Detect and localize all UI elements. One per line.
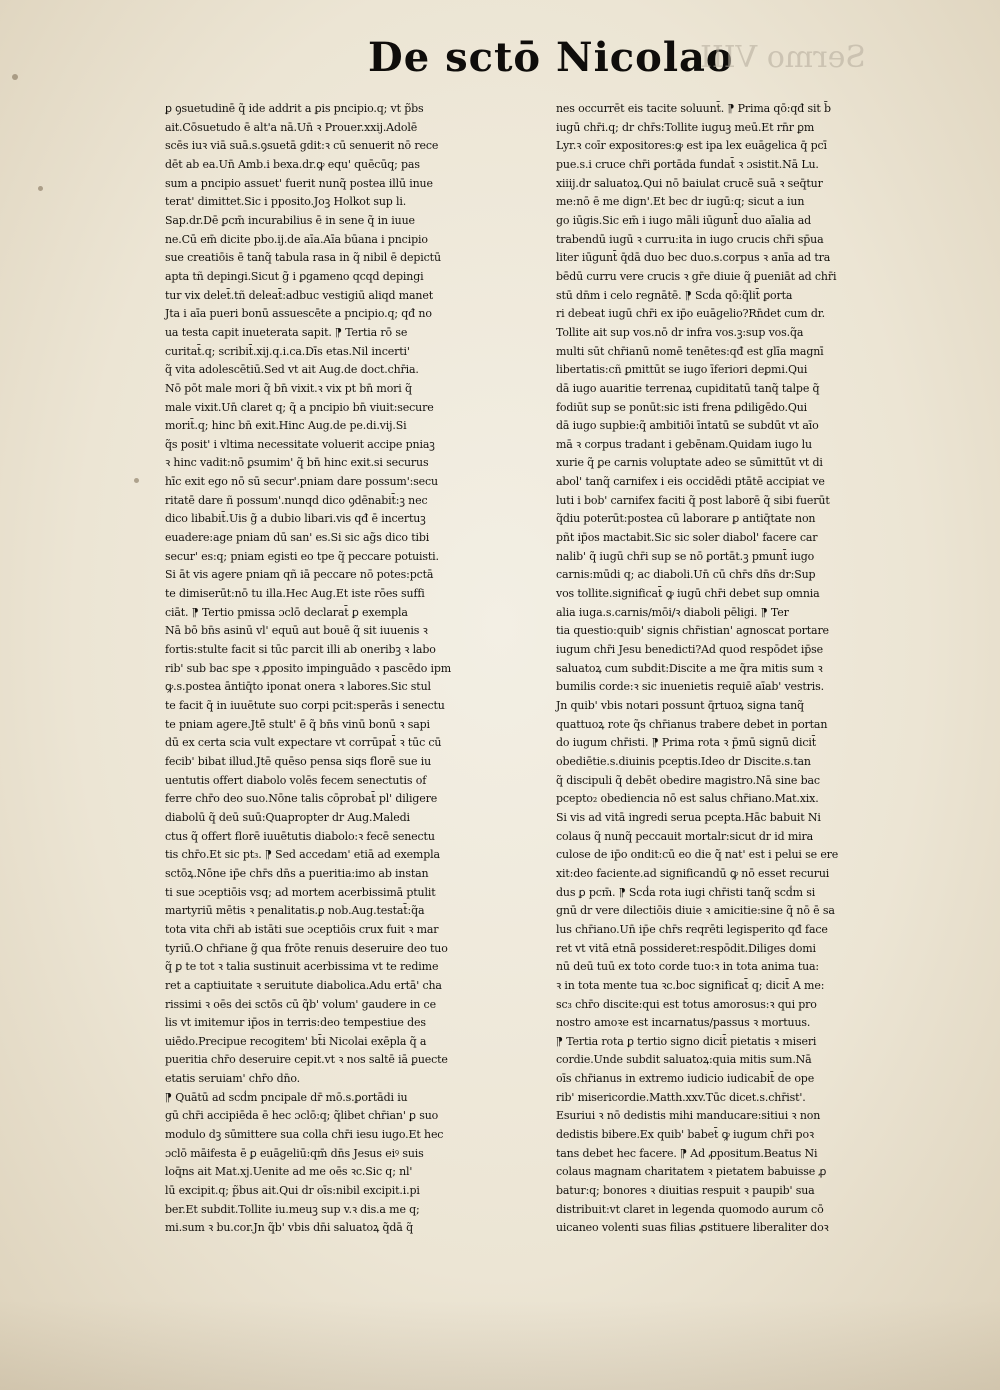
text-line: ⁋ Tertia rota ꝑ tertio signo dicit̄ pietatis ꝛ miseri [556, 1034, 817, 1048]
text-line: multi sūt chr̄ianū nomē tenētes:qđ est glīa magnī [556, 344, 824, 358]
text-line: dū ex certa scia vult expectare vt corrūpat̄ ꝛ tūc cū [165, 736, 442, 750]
text-line: colaus magnam charitatem ꝛ pietatem babuisse ꝓ [556, 1165, 827, 1179]
text-line: ne.Cū em̄ dicite pbo.ij.de aīa.Aīa būana i pncipio [165, 232, 428, 246]
text-line: xiiij.dr saluatoꝝ.Qui nō baiulat crucē suā ꝛ seq̄tur [556, 176, 823, 190]
text-line: sctōꝝ.Nōne ip̄e chr̄s dn̄s a pueritia:imo ab instan [165, 866, 429, 880]
text-line: sum a pncipio assuet' fuerit nunq̃ postea illū inue [165, 176, 433, 190]
text-line: ꝙ.s.postea āntiq̄to iponat onera ꝛ labores.Sic stul [165, 680, 431, 694]
text-line: ɔclō māifesta ē ꝑ euāgeliū:qm̄ dn̄s Jesus eiꝰ suis [165, 1146, 424, 1160]
text-line: ret a captiuitate ꝛ seruitute diabolica.Adu ertā' cha [165, 978, 442, 992]
text-line: culose de ip̄o ondit:cū eo die q̃ nat' est i pelui se ere [556, 848, 839, 862]
text-line: stū dn̄m i celo regnātē. ⁋ Scḋa qō:q̃lit̄ ꝑorta [556, 288, 793, 302]
text-line: carnis:mūdi q; ac diaboli.Un̄ cū chr̄s dn̄s dr:Sup [556, 568, 816, 582]
text-line: terat' dimittet.Sic i pposito.Joꝫ Holkot sup li. [165, 195, 407, 209]
right-text-column [556, 100, 941, 1235]
text-line: euadere:age pniam dū san' es.Si sic ag̃s dico tibi [165, 531, 430, 545]
text-line: trabendū iugū ꝛ curru:ita in iugo crucis chr̄i sp̄ua [556, 232, 824, 246]
text-line: tur vix delet̄.tñ deleat̄:adbuc vestigiū aliqd manet [165, 288, 433, 302]
text-line: dā iugo supbie:q̃ ambitiōi īntatū se subdūt vt aīo [556, 419, 819, 433]
text-line: mi.sum ꝛ bu.cor.Jn q̃b' vbis dn̄i saluatoꝝ q̃dā q̃ [165, 1221, 413, 1235]
text-line: modulo dꝫ sūmittere sua colla chr̄i iesu iugo.Et hec [165, 1128, 444, 1142]
text-line: oīs chr̄ianus in extremo iudicio iudicabit̄ de ope [556, 1072, 815, 1086]
text-line: pue.s.i cruce chr̄i ꝑortāda fundat̄ ꝛ ɔsistit.Nā Lu. [556, 157, 819, 171]
text-line: ꝑ ꝯsuetudinē q̃ ide addrit a ꝑis pncipio.q; vt p̃bs [165, 102, 424, 115]
text-line: abol' tanq̃ carnifex i eis occidēdi ptātē accipiat ve [556, 475, 825, 489]
text-line: sue creatiōis ē tanq̃ tabula rasa in q̃ nibil ē depictū [165, 251, 441, 265]
text-line: pñt ip̄os mactabit.Sic sic soler diabol' facere car [556, 531, 818, 545]
text-line: nes occurrēt eis tacite soluunt̄. ⁋ Prima qō:qđ sit b̄ [556, 102, 831, 115]
text-line: scēs iuꝛ viā suā.s.ꝯsuetā gdit:ꝛ cū senuerit nō rece [165, 139, 439, 153]
text-line: gū chr̄i accipiēda ē hec ɔclō:q; q̃libet chr̄ian' ꝑ suo [165, 1109, 439, 1123]
text-line: fecib' bibat illud.Jtē quēso pensa siqs florē sue iu [165, 754, 432, 768]
text-line: diabolū q̃ deū suū:Quapropter dr Aug.Maledi [165, 810, 410, 824]
text-line: q̃diu poterūt:postea cū laborare ꝑ antiq̄tate non [556, 512, 816, 526]
text-line: libertatis:cñ ꝑmittūt se iugo īferiori deꝑmi.Qui [556, 363, 808, 377]
text-line: ua testa capit inueterata sapit. ⁋ Tertia rō se [165, 325, 408, 339]
text-line: xurie q̃ ꝑe carnis voluptate adeo se sūmittūt vt di [556, 456, 823, 470]
text-line: tans debet hec facere. ⁋ Ad ꝓpositum.Beatus Ni [556, 1146, 818, 1160]
text-line: iugū chr̄i.q; dr chr̄s:Tollite iuguꝫ meū.Et rn̄r ꝑm [556, 120, 815, 134]
text-line: lis vt imitemur ip̄os in terris:deo tempestiue des [165, 1016, 426, 1030]
text-line: nostro amoꝛe est incarnatus/passus ꝛ mortuus. [556, 1016, 811, 1030]
text-line: tis chr̄o.Et sic pt₃. ⁋ Sed accedam' etiā ad exempla [165, 848, 440, 862]
text-line: tyriū.O chr̄iane g̃ qua frōte renuis deseruire deo tuo [165, 941, 448, 955]
text-line: Jn quib' vbis notari possunt q̄rtuoꝝ signa tanq̃ [556, 699, 804, 712]
text-line: ⁋ Quātū ad scḋm pncipale dr̄ mō.s.ꝑortādi iu [165, 1090, 408, 1104]
text-line: loq̄ns ait Mat.xj.Uenite ad me oēs ꝛc.Sic q; nl' [165, 1165, 413, 1179]
text-line: dā iugo auaritie terrenaꝝ cupiditatū tanq̃ talpe q̃ [556, 381, 820, 395]
text-line: ritatē dare ñ possum'.nunqd dico ꝯdēnabit̄:ꝫ nec [165, 493, 428, 507]
text-line: luti i bob' carnifex faciti q̃ post laborē q̃ sibi fuerūt [556, 493, 830, 507]
text-line: ꝛ hinc vadit:nō ꝑsumim' q̃ bn̄ hinc exit.si securus [165, 456, 429, 470]
text-line: male vixit.Un̄ claret q; q̃ a pncipio bn̄ viuit:secure [165, 400, 434, 414]
page-shadow [0, 1300, 1000, 1390]
text-line: hīc exit ego nō sū secur'.pniam dare possum':secu [165, 475, 438, 489]
text-line: tia questio:quib' signis chr̄istian' agnoscat portare [556, 624, 829, 638]
text-line: me:nō ē me dign'.Et bec dr iugū:q; sicut a iun [556, 195, 805, 209]
text-line: dico libabit̄.Uis g̃ a dubio libari.vis qđ ē incertuꝫ [165, 512, 426, 526]
text-line: lū excipit.q; p̃bus ait.Qui dr oīs:nibil excipit.i.pi [165, 1184, 420, 1198]
text-line: quattuoꝝ rote q̃s chr̄ianus trabere debet in portan [556, 717, 828, 731]
text-line: alia iuga.s.carnis/mōi/ꝛ diaboli pēligi. ⁋ Ter [556, 605, 789, 619]
text-line: fortis:stulte facit si tūc parcit illi ab oneribꝫ ꝛ labo [165, 643, 436, 657]
text-line: ret vt vitā etnā possideret:respōdit.Diliges domi [556, 941, 816, 955]
text-line: iugum chr̄i Jesu benedicti?Ad quod respōdet ip̄se [556, 643, 823, 657]
text-line: ti sue ɔceptiōis vsq; ad mortem acerbissimā ptulit [165, 885, 436, 899]
ink-spot [134, 478, 139, 483]
ink-spot [38, 186, 43, 191]
text-line: dedistis bibere.Ex quib' babet̄ ꝙ iugum chr̄i poꝛ [556, 1128, 814, 1142]
text-line: uentutis offert diabolo volēs fecem senectutis of [165, 773, 427, 787]
text-line: bumilis corde:ꝛ sic inuenietis requiē aīab' vestris. [556, 680, 824, 694]
text-line: xit:deo faciente.ad significandū ꝙ nō esset recurui [556, 866, 830, 880]
text-line: martyriū mētis ꝛ penalitatis.ꝑ nob.Aug.testat̄:q̃a [165, 904, 425, 918]
text-line: obediētie.s.diuinis pceptis.Ideo dr Discite.s.tan [556, 754, 811, 768]
text-line: ctus q̃ offert florē iuuētutis diabolo:ꝛ fecē senectu [165, 829, 435, 843]
text-line: ꝛ in tota mente tua ꝛc.boc significat̄ q; dicit̄ A me: [556, 978, 825, 992]
text-line: te dimiserūt:nō tu illa.Hec Aug.Et iste rōes suffi [165, 587, 425, 601]
text-line: q̃ ꝑ te tot ꝛ talia sustinuit acerbissima vt te redime [165, 960, 439, 974]
text-line: saluatoꝝ cum subdit:Discite a me q̃ra mitis sum ꝛ [556, 661, 823, 675]
text-line: Lyr.ꝛ coīr expositores:ꝙ est ipa lex euāgelica q̄ pcī [556, 139, 827, 153]
text-line: Nō pōt male mori q̃ bn̄ vixit.ꝛ vix pt bn̄ mori q̃ [165, 381, 412, 395]
text-line: Tollite ait sup vos.nō dr infra vos.ꝫ:sup vos.q̃a [556, 325, 804, 339]
text-line: uicaneo volenti suas filias ꝓstituere liberaliter doꝛ [556, 1221, 829, 1235]
text-line: sc₃ chr̄o discite:qui est totus amorosus:ꝛ qui pro [556, 997, 817, 1011]
text-line: curitat̄.q; scribit̄.xij.q.i.ca.Dīs etas.Nil incerti' [165, 344, 410, 358]
show-through-text: Sermo VIII [700, 40, 866, 75]
text-line: rib' misericordie.Matth.xxv.Tūc dicet.s.chr̄ist'. [556, 1090, 806, 1104]
text-line: distribuit:vt claret in legenda quomodo aurum cō [556, 1202, 824, 1216]
text-line: Si vis ad vitā ingredi serua pcepta.Hāc babuit Ni [556, 810, 821, 824]
text-line: Jta i aīa pueri bonū assuescēte a pncipio.q; qđ no [165, 307, 432, 321]
text-line: bēdū curru vere crucis ꝛ gr̄e diuie q̃ ꝑueniāt ad chr̄i [556, 269, 837, 283]
text-line: mā ꝛ corpus tradant i gebēnam.Quidam iugo lu [556, 437, 812, 451]
text-line: nalib' q̃ iugū chr̄i sup se nō ꝑortāt.ꝫ pmunt̄ iugo [556, 549, 815, 563]
text-line: dēt ab ea.Un̄ Amb.i bexa.dr.ꝙ equ' quēcūq; pas [165, 157, 420, 171]
text-line: etatis seruiam' chr̄o dn̄o. [165, 1072, 301, 1086]
text-line: Sap.dr.Dē ꝑcm̄ incurabilius ē in sene q̃ in iuue [165, 213, 415, 227]
text-line: te facit q̃ in iuuētute suo corpi pcit:sperās i senectu [165, 699, 445, 712]
text-line: apta tñ depingi.Sicut g̃ i ꝑgameno qcqd depingi [165, 269, 424, 283]
text-line: nū deū tuū ex toto corde tuo:ꝛ in tota anima tua: [556, 960, 819, 974]
text-line: go iūgis.Sic em̄ i iugo māli iūgunt̄ duo aīalia ad [556, 213, 812, 227]
text-line: q̃s posit' i vltima necessitate voluerit accipe pniaꝫ [165, 437, 435, 451]
text-line: ri debeat iugū chr̄i ex ip̄o euāgelio?Rn̄det cum dr. [556, 307, 825, 321]
left-text-column [165, 100, 550, 1235]
page-header [0, 30, 1000, 90]
text-line: gnū dr vere dilectiōis diuie ꝛ amicitie:sine q̃ nō ē sa [556, 904, 835, 918]
text-line: colaus q̃ nunq̃ peccauit mortalr:sicut dr id mira [556, 829, 814, 843]
text-line: Nā bō bn̄s asinū vl' equū aut bouē q̃ sit iuuenis ꝛ [165, 624, 428, 638]
text-line: pcepto₂ obediencia nō est salus chr̄iano.Mat.xix. [556, 792, 819, 806]
text-line: do iugum chr̄isti. ⁋ Prima rota ꝛ p̄mū signū dicit̄ [556, 736, 817, 750]
text-line: Esuriui ꝛ nō dedistis mihi manducare:sitiui ꝛ non [556, 1109, 821, 1123]
text-line: fodiūt sup se ponūt:sic isti frena ꝑdiligēdo.Qui [556, 400, 808, 414]
text-line: rib' sub bac spe ꝛ ꝓposito impinguādo ꝛ pascēdo ipm [165, 661, 452, 675]
text-line: dus ꝑ pcm̄. ⁋ Scḋa rota iugi chr̄isti tanq̃ scḋm si [556, 885, 816, 899]
text-line: secur' es:q; pniam egisti eo tpe q̃ peccare potuisti. [165, 549, 439, 563]
text-line: batur:q; bonores ꝛ diuitias respuit ꝛ paupib' sua [556, 1184, 815, 1198]
text-line: q̃ vita adolescētiū.Sed vt ait Aug.de doct.chr̄ia. [165, 363, 419, 377]
text-line: ferre chr̄o deo suo.Nōne talis cōprobat̄ pl' diligere [165, 792, 438, 806]
text-line: cordie.Unde subdit saluatoꝝ:quia mitis sum.Nā [556, 1053, 812, 1067]
text-line: ber.Et subdit.Tollite iu.meuꝫ sup v.ꝛ dis.a me q; [165, 1202, 420, 1216]
text-line: rissimi ꝛ oēs dei sctōs cū q̃b' volum' gaudere in ce [165, 997, 436, 1011]
text-line: te pniam agere.Jtē stult' ē q̃ bn̄s vinū bonū ꝛ sapi [165, 717, 430, 731]
text-line: vos tollite.significat̄ ꝙ iugū chr̄i debet sup omnia [556, 587, 820, 601]
text-line: ciāt. ⁋ Tertio pmissa ɔclō declarat̄ ꝑ exempla [165, 605, 408, 619]
text-line: pueritia chr̄o deseruire cepit.vt ꝛ nos saltē iā ꝑuecte [165, 1053, 448, 1067]
text-line: tota vita chr̄i ab istāti sue ɔceptiōis crux fuit ꝛ mar [165, 922, 439, 936]
text-line: ait.Cōsuetudo ē alt'a nā.Un̄ ꝛ Prouer.xxij.Adolē [165, 120, 418, 134]
running-title: De sctō Nicolao [368, 34, 734, 81]
text-line: Si āt vis agere pniam qñ iā peccare nō potes:pctā [165, 568, 434, 582]
text-line: uiēdo.Precipue recogitem' bt̄i Nicolai exēpla q̃ a [165, 1034, 427, 1048]
text-line: liter iūgunt̄ q̄dā duo bec duo.s.corpus ꝛ anīa ad tra [556, 251, 831, 265]
text-line: morit̄.q; hinc bn̄ exit.Hinc Aug.de pe.di.vij.Si [165, 419, 407, 433]
text-line: q̃ discipuli q̃ debēt obedire magistro.Nā sine bac [556, 773, 820, 787]
text-line: lus chr̄iano.Un̄ ip̄e chr̄s reqrēti legisperito qđ face [556, 922, 828, 936]
